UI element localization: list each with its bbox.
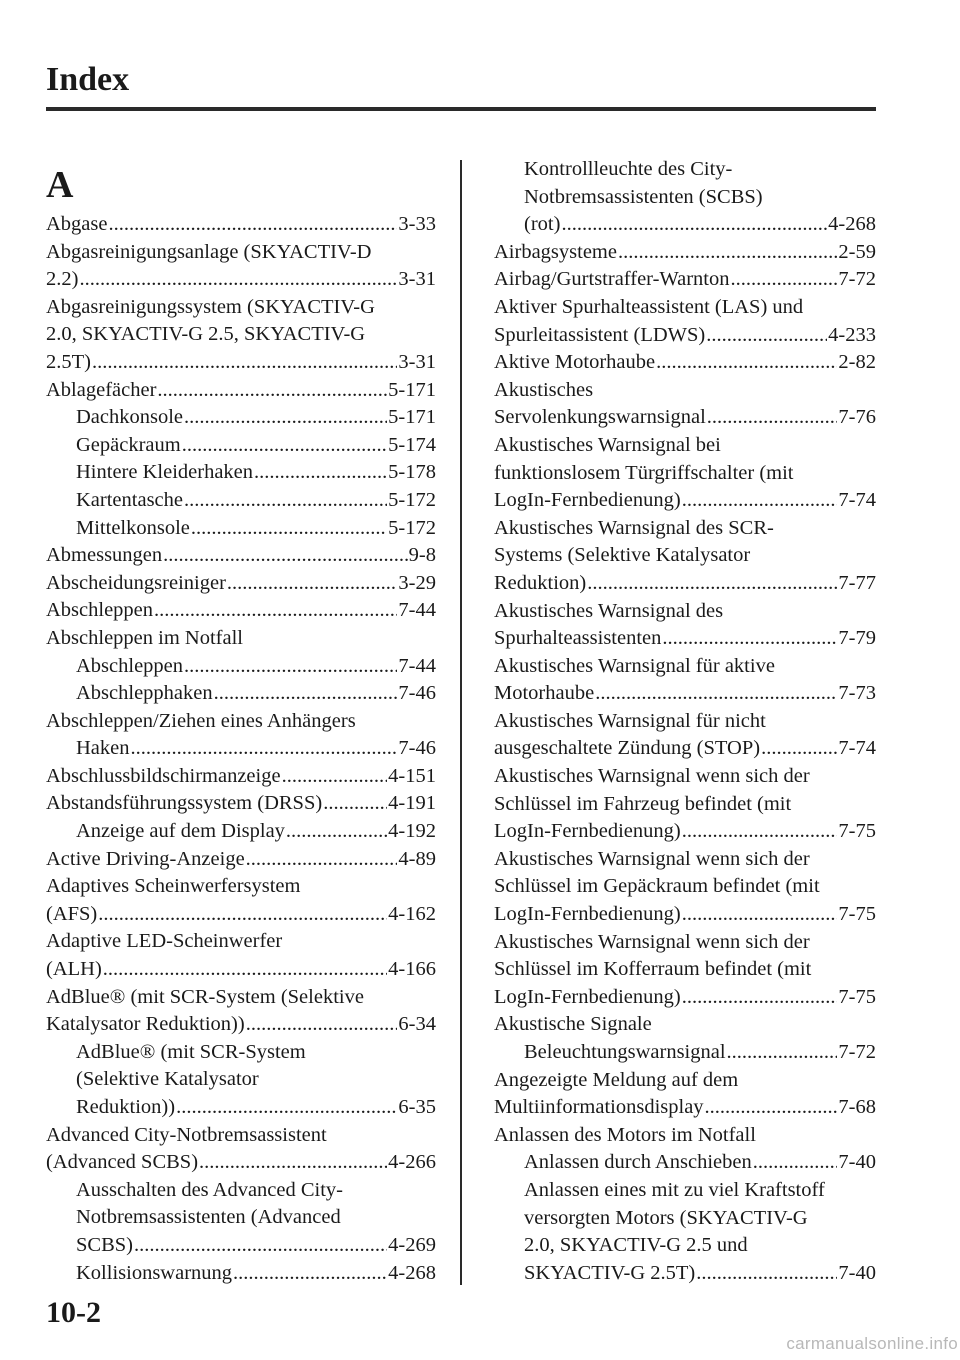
dot-leader bbox=[761, 735, 837, 763]
index-entry-term: 2.5T) bbox=[46, 350, 91, 373]
index-entry-line: Kontrollleuchte des City- bbox=[524, 158, 733, 180]
index-entry-line: Schlüssel im Fahrzeug befindet (mit bbox=[494, 792, 792, 815]
index-subentry bbox=[46, 818, 436, 846]
index-entry-line: Schlüssel im Kofferraum befindet (mit bbox=[494, 958, 812, 981]
index-entry-line: Akustisches Warnsignal für nicht bbox=[494, 709, 766, 732]
index-entry-term: Abstandsführungssystem (DRSS) bbox=[46, 792, 323, 815]
index-entry-term: LogIn-Fernbedienung) bbox=[494, 903, 681, 926]
index-entry-term: Katalysator Reduktion)) bbox=[46, 1013, 245, 1036]
index-entry-leader-line bbox=[494, 322, 876, 350]
index-entry-leader-line bbox=[76, 459, 436, 487]
index-entry-term: 2.2) bbox=[46, 268, 79, 291]
index-entry-term: Anlassen durch Anschieben bbox=[524, 1151, 752, 1174]
dot-leader bbox=[191, 515, 387, 543]
index-entry-leader-line bbox=[76, 432, 436, 460]
index-entry-term: Abscheidungsreiniger bbox=[46, 571, 226, 594]
index-entry-page-ref: 4-233 bbox=[828, 323, 876, 346]
index-entry-page-ref: 7-75 bbox=[838, 985, 876, 1008]
index-entry-term: (AFS) bbox=[46, 902, 98, 925]
index-subentry bbox=[46, 404, 436, 432]
index-entry-leader-line bbox=[494, 1094, 876, 1122]
index-entry-term: Kartentasche bbox=[76, 488, 183, 511]
index-entry-page-ref: 7-40 bbox=[838, 1261, 876, 1284]
index-column-left bbox=[46, 211, 436, 1287]
index-entry-leader-line bbox=[494, 818, 876, 846]
index-entry-leader-line bbox=[46, 1149, 436, 1177]
index-subentry bbox=[46, 680, 436, 708]
index-entry-leader-line bbox=[524, 1260, 876, 1288]
index-entry-page-ref: 2-82 bbox=[838, 351, 876, 374]
dot-leader bbox=[98, 901, 387, 929]
index-entry bbox=[494, 708, 876, 763]
index-entry-term: Abschleppen bbox=[76, 654, 184, 677]
index-entry bbox=[46, 239, 436, 294]
index-subentry bbox=[46, 1039, 436, 1122]
index-entry-page-ref: 7-44 bbox=[398, 599, 436, 622]
index-entry-leader-line bbox=[524, 211, 876, 239]
index-entry bbox=[494, 515, 876, 598]
dot-leader bbox=[682, 901, 838, 929]
index-entry-page-ref: 7-40 bbox=[838, 1151, 876, 1174]
index-entry-page-ref: 7-72 bbox=[838, 268, 876, 291]
index-entry-leader-line bbox=[494, 239, 876, 267]
dot-leader bbox=[696, 1260, 837, 1288]
index-entry-page-ref: 4-162 bbox=[388, 902, 436, 925]
index-entry-term: (rot) bbox=[524, 213, 561, 236]
index-entry-term: LogIn-Fernbedienung) bbox=[494, 820, 681, 843]
index-entry bbox=[46, 377, 436, 405]
index-entry-term: Spurhalteassistenten bbox=[494, 627, 662, 650]
section-letter: A bbox=[46, 164, 74, 206]
index-entry bbox=[46, 846, 436, 874]
dot-leader bbox=[79, 266, 397, 294]
index-entry-line: Angezeigte Meldung auf dem bbox=[494, 1068, 739, 1091]
index-subentry bbox=[46, 735, 436, 763]
index-column-right bbox=[494, 156, 876, 1287]
index-entry-line: Akustisches Warnsignal wenn sich der bbox=[494, 930, 810, 953]
dot-leader bbox=[682, 487, 838, 515]
index-entry-line: versorgten Motors (SKYACTIV-G bbox=[524, 1206, 808, 1229]
dot-leader bbox=[214, 680, 398, 708]
index-entry bbox=[494, 598, 876, 653]
index-entry-leader-line bbox=[46, 790, 436, 818]
dot-leader bbox=[618, 239, 837, 267]
index-entry-leader-line bbox=[494, 984, 876, 1012]
index-entry bbox=[46, 763, 436, 791]
dot-leader bbox=[157, 377, 387, 405]
index-entry bbox=[46, 790, 436, 818]
index-entry-page-ref: 3-31 bbox=[398, 268, 436, 291]
index-entry bbox=[46, 928, 436, 983]
dot-leader bbox=[254, 459, 387, 487]
index-entry bbox=[46, 570, 436, 598]
dot-leader bbox=[595, 680, 837, 708]
index-entry bbox=[494, 266, 876, 294]
index-entry bbox=[46, 597, 436, 625]
dot-leader bbox=[246, 1011, 398, 1039]
dot-leader bbox=[705, 1094, 838, 1122]
index-entry-line: Adaptive LED-Scheinwerfer bbox=[46, 930, 283, 953]
dot-leader bbox=[323, 790, 387, 818]
index-entry-line: Akustisches bbox=[494, 378, 594, 401]
dot-leader bbox=[199, 1149, 387, 1177]
index-entry-term: Servolenkungswarnsignal bbox=[494, 406, 706, 429]
index-entry-term: Abgase bbox=[46, 213, 108, 235]
index-entry-term: Airbagsysteme bbox=[494, 240, 617, 263]
dot-leader bbox=[134, 1232, 387, 1260]
index-entry-line: Akustisches Warnsignal bei bbox=[494, 433, 721, 456]
index-entry-page-ref: 7-75 bbox=[838, 903, 876, 926]
dot-leader bbox=[286, 818, 387, 846]
index-entry-page-ref: 4-191 bbox=[388, 792, 436, 815]
index-entry-page-ref: 3-33 bbox=[398, 213, 436, 235]
index-entry-page-ref: 5-171 bbox=[388, 406, 436, 429]
index-entry-page-ref: 5-178 bbox=[388, 461, 436, 484]
index-entry-line: 2.0, SKYACTIV-G 2.5, SKYACTIV-G bbox=[46, 323, 366, 346]
index-entry-leader-line bbox=[76, 680, 436, 708]
dot-leader bbox=[731, 266, 838, 294]
index-entry-leader-line bbox=[76, 1260, 436, 1288]
index-entry-leader-line bbox=[494, 625, 876, 653]
dot-leader bbox=[282, 763, 388, 791]
dot-leader bbox=[92, 349, 397, 377]
index-entry-term: LogIn-Fernbedienung) bbox=[494, 489, 681, 512]
index-entry bbox=[46, 542, 436, 570]
index-entry-leader-line bbox=[524, 1149, 876, 1177]
index-entry bbox=[46, 708, 436, 736]
index-entry-term: Abschlussbildschirmanzeige bbox=[46, 764, 281, 787]
index-entry-term: Mittelkonsole bbox=[76, 516, 190, 539]
index-subentry bbox=[46, 1260, 436, 1288]
index-entry bbox=[494, 929, 876, 1012]
index-entry-term: (Advanced SCBS) bbox=[46, 1151, 199, 1174]
index-subentry bbox=[494, 1149, 876, 1177]
index-entry-term: Abschleppen bbox=[46, 599, 154, 622]
dot-leader bbox=[233, 1260, 387, 1288]
index-entry bbox=[494, 846, 876, 929]
index-entry-page-ref: 3-31 bbox=[398, 350, 436, 373]
index-entry-page-ref: 7-46 bbox=[398, 682, 436, 705]
index-entry-line: Abschleppen im Notfall bbox=[46, 626, 243, 649]
index-entry-leader-line bbox=[494, 349, 876, 377]
index-entry-line: Notbremsassistenten (SCBS) bbox=[524, 185, 763, 208]
index-entry-line: 2.0, SKYACTIV-G 2.5 und bbox=[524, 1234, 748, 1257]
dot-leader bbox=[707, 404, 838, 432]
index-entry-leader-line bbox=[76, 1094, 436, 1122]
index-entry-line: Akustisches Warnsignal des bbox=[494, 599, 724, 622]
index-entry-page-ref: 4-166 bbox=[388, 958, 436, 981]
header-rule bbox=[46, 107, 876, 111]
index-entry bbox=[494, 239, 876, 267]
index-subentry bbox=[46, 653, 436, 681]
index-entry-leader-line bbox=[46, 597, 436, 625]
dot-leader bbox=[706, 322, 827, 350]
index-entry-term: Reduktion) bbox=[494, 571, 587, 594]
index-entry-line: Systems (Selektive Katalysator bbox=[494, 544, 751, 567]
site-watermark: carmanualsonline.info bbox=[786, 1334, 958, 1353]
dot-leader bbox=[682, 818, 838, 846]
index-entry-page-ref: 4-89 bbox=[398, 847, 436, 870]
dot-leader bbox=[184, 487, 387, 515]
index-subentry bbox=[494, 1177, 876, 1287]
index-entry-leader-line bbox=[76, 404, 436, 432]
index-entry-term: ausgeschaltete Zündung (STOP) bbox=[494, 737, 761, 760]
index-entry bbox=[494, 1011, 876, 1039]
index-entry-leader-line bbox=[46, 1011, 436, 1039]
index-entry-leader-line bbox=[76, 818, 436, 846]
index-entry-page-ref: 5-174 bbox=[388, 433, 436, 456]
index-entry-leader-line bbox=[76, 735, 436, 763]
index-entry-term: Dachkonsole bbox=[76, 406, 184, 429]
index-entry bbox=[46, 625, 436, 653]
index-entry bbox=[494, 653, 876, 708]
index-entry-leader-line bbox=[494, 570, 876, 598]
dot-leader bbox=[656, 349, 837, 377]
index-entry-leader-line bbox=[46, 211, 436, 239]
dot-leader bbox=[154, 597, 397, 625]
index-entry bbox=[494, 763, 876, 846]
index-entry-leader-line bbox=[76, 515, 436, 543]
index-entry-leader-line bbox=[46, 846, 436, 874]
index-entry-term: SKYACTIV-G 2.5T) bbox=[524, 1261, 696, 1284]
index-entry-line: AdBlue® (mit SCR-System (Selektive bbox=[46, 985, 364, 1008]
index-entry-term: Ablagefächer bbox=[46, 378, 157, 401]
index-subentry bbox=[494, 1039, 876, 1067]
index-entry-page-ref: 4-268 bbox=[828, 213, 876, 236]
index-entry-term: Abmessungen bbox=[46, 544, 163, 567]
index-entry-page-ref: 7-68 bbox=[838, 1096, 876, 1119]
index-subentry bbox=[46, 515, 436, 543]
index-entry-page-ref: 7-72 bbox=[838, 1041, 876, 1063]
index-subentry bbox=[46, 432, 436, 460]
index-entry-page-ref: 7-76 bbox=[838, 406, 876, 429]
index-entry-line: Adaptives Scheinwerfersystem bbox=[46, 875, 301, 898]
page-header-title: Index bbox=[46, 61, 130, 98]
index-entry-leader-line bbox=[494, 901, 876, 929]
index-entry-term: Spurleitassistent (LDWS) bbox=[494, 323, 706, 346]
index-entry-page-ref: 3-29 bbox=[398, 571, 436, 594]
index-entry-line: Schlüssel im Gepäckraum befindet (mit bbox=[494, 875, 820, 898]
index-entry bbox=[494, 1067, 876, 1122]
dot-leader bbox=[246, 846, 398, 874]
index-entry-line: Akustisches Warnsignal wenn sich der bbox=[494, 847, 810, 870]
index-entry-page-ref: 2-59 bbox=[838, 240, 876, 263]
index-entry-leader-line bbox=[46, 956, 436, 984]
index-entry-term: Abschlepphaken bbox=[76, 682, 213, 705]
dot-leader bbox=[176, 1094, 397, 1122]
dot-leader bbox=[131, 735, 398, 763]
index-subentry bbox=[46, 487, 436, 515]
dot-leader bbox=[753, 1149, 838, 1177]
index-entry-leader-line bbox=[76, 487, 436, 515]
index-entry-term: Anzeige auf dem Display bbox=[76, 820, 285, 843]
index-entry-line: Akustisches Warnsignal wenn sich der bbox=[494, 765, 810, 788]
index-entry-page-ref: 6-34 bbox=[398, 1013, 436, 1036]
index-entry-line: Advanced City-Notbremsassistent bbox=[46, 1123, 327, 1146]
index-entry-page-ref: 4-192 bbox=[388, 820, 436, 843]
index-entry-leader-line bbox=[494, 735, 876, 763]
index-entry-term: Reduktion)) bbox=[76, 1096, 176, 1118]
index-entry-page-ref: 9-8 bbox=[408, 544, 436, 567]
index-entry-line: Aktiver Spurhalteassistent (LAS) und bbox=[494, 295, 804, 318]
index-entry-page-ref: 7-44 bbox=[398, 654, 436, 677]
index-entry-page-ref: 7-46 bbox=[398, 737, 436, 760]
index-entry-page-ref: 7-77 bbox=[838, 571, 876, 594]
dot-leader bbox=[103, 956, 387, 984]
index-entry bbox=[494, 294, 876, 349]
index-entry-line: Abschleppen/Ziehen eines Anhängers bbox=[46, 709, 356, 732]
index-entry bbox=[494, 377, 876, 432]
index-entry-page-ref: 4-268 bbox=[388, 1261, 436, 1284]
index-entry-page-ref: 7-79 bbox=[838, 627, 876, 650]
index-entry bbox=[46, 984, 436, 1039]
index-entry-page-ref: 7-73 bbox=[838, 682, 876, 705]
dot-leader bbox=[561, 211, 827, 239]
index-entry-leader-line bbox=[46, 570, 436, 598]
index-subentry bbox=[494, 156, 876, 239]
index-entry-leader-line bbox=[494, 680, 876, 708]
index-entry-term: Kollisionswarnung bbox=[76, 1261, 233, 1284]
index-entry-leader-line bbox=[76, 1232, 436, 1260]
dot-leader bbox=[727, 1039, 838, 1067]
index-entry-line: Anlassen des Motors im Notfall bbox=[494, 1123, 756, 1146]
index-entry-leader-line bbox=[494, 404, 876, 432]
index-entry-page-ref: 7-74 bbox=[838, 737, 876, 760]
index-subentry bbox=[46, 1177, 436, 1260]
index-entry-term: Multiinformationsdisplay bbox=[494, 1096, 704, 1119]
dot-leader bbox=[227, 570, 398, 598]
index-entry-line: Anlassen eines mit zu viel Kraftstoff bbox=[524, 1178, 825, 1201]
index-entry-line: AdBlue® (mit SCR-System bbox=[76, 1040, 306, 1063]
index-entry-line: (Selektive Katalysator bbox=[76, 1068, 259, 1091]
index-entry-term: Beleuchtungswarnsignal bbox=[524, 1041, 726, 1063]
index-entry bbox=[494, 432, 876, 515]
index-entry-term: Motorhaube bbox=[494, 682, 595, 705]
dot-leader bbox=[184, 404, 387, 432]
index-entry-term: SCBS) bbox=[76, 1233, 133, 1256]
index-entry-term: Aktive Motorhaube bbox=[494, 351, 656, 374]
index-entry-leader-line bbox=[494, 487, 876, 515]
index-entry-line: funktionslosem Türgriffschalter (mit bbox=[494, 461, 794, 484]
index-entry-page-ref: 4-151 bbox=[388, 764, 436, 787]
index-entry-term: Haken bbox=[76, 737, 130, 760]
index-entry-term: Hintere Kleiderhaken bbox=[76, 461, 254, 484]
index-entry-term: LogIn-Fernbedienung) bbox=[494, 985, 681, 1008]
index-entry-page-ref: 4-266 bbox=[388, 1151, 436, 1174]
dot-leader bbox=[163, 542, 408, 570]
index-entry bbox=[46, 294, 436, 377]
dot-leader bbox=[182, 432, 387, 460]
index-entry-page-ref: 7-74 bbox=[838, 489, 876, 512]
index-entry-line: Akustisches Warnsignal des SCR- bbox=[494, 516, 774, 539]
index-entry-line: Akustisches Warnsignal für aktive bbox=[494, 654, 775, 677]
index-entry-page-ref: 6-35 bbox=[398, 1096, 436, 1118]
dot-leader bbox=[682, 984, 838, 1012]
index-entry-line: Abgasreinigungssystem (SKYACTIV-G bbox=[46, 295, 375, 318]
index-entry-page-ref: 5-172 bbox=[388, 488, 436, 511]
index-entry-term: Gepäckraum bbox=[76, 433, 181, 456]
index-entry-line: Notbremsassistenten (Advanced bbox=[76, 1206, 341, 1229]
index-entry-leader-line bbox=[494, 266, 876, 294]
index-entry-leader-line bbox=[46, 377, 436, 405]
page-number: 10-2 bbox=[46, 1296, 101, 1329]
index-entry-term: (ALH) bbox=[46, 958, 102, 981]
index-entry-page-ref: 5-172 bbox=[388, 516, 436, 539]
index-entry bbox=[46, 873, 436, 928]
index-entry-leader-line bbox=[46, 763, 436, 791]
index-entry-term: Active Driving-Anzeige bbox=[46, 847, 245, 870]
index-entry-page-ref: 7-75 bbox=[838, 820, 876, 843]
index-entry-page-ref: 5-171 bbox=[388, 378, 436, 401]
dot-leader bbox=[662, 625, 837, 653]
index-entry-leader-line bbox=[46, 542, 436, 570]
dot-leader bbox=[184, 653, 397, 681]
index-entry-line: Akustische Signale bbox=[494, 1013, 652, 1036]
column-divider bbox=[460, 160, 462, 1285]
index-entry bbox=[46, 211, 436, 239]
index-entry bbox=[494, 349, 876, 377]
index-entry bbox=[46, 1122, 436, 1177]
index-entry-leader-line bbox=[76, 653, 436, 681]
index-entry-term: Airbag/Gurtstraffer-Warnton bbox=[494, 268, 730, 291]
index-entry-page-ref: 4-269 bbox=[388, 1233, 436, 1256]
dot-leader bbox=[108, 211, 397, 239]
index-subentry bbox=[46, 459, 436, 487]
index-entry bbox=[494, 1122, 876, 1150]
index-entry-line: Abgasreinigungsanlage (SKYACTIV-D bbox=[46, 240, 372, 263]
index-entry-leader-line bbox=[46, 349, 436, 377]
index-entry-leader-line bbox=[524, 1039, 876, 1067]
index-entry-line: Ausschalten des Advanced City- bbox=[76, 1178, 344, 1201]
index-entry-leader-line bbox=[46, 901, 436, 929]
index-entry-leader-line bbox=[46, 266, 436, 294]
dot-leader bbox=[587, 570, 837, 598]
